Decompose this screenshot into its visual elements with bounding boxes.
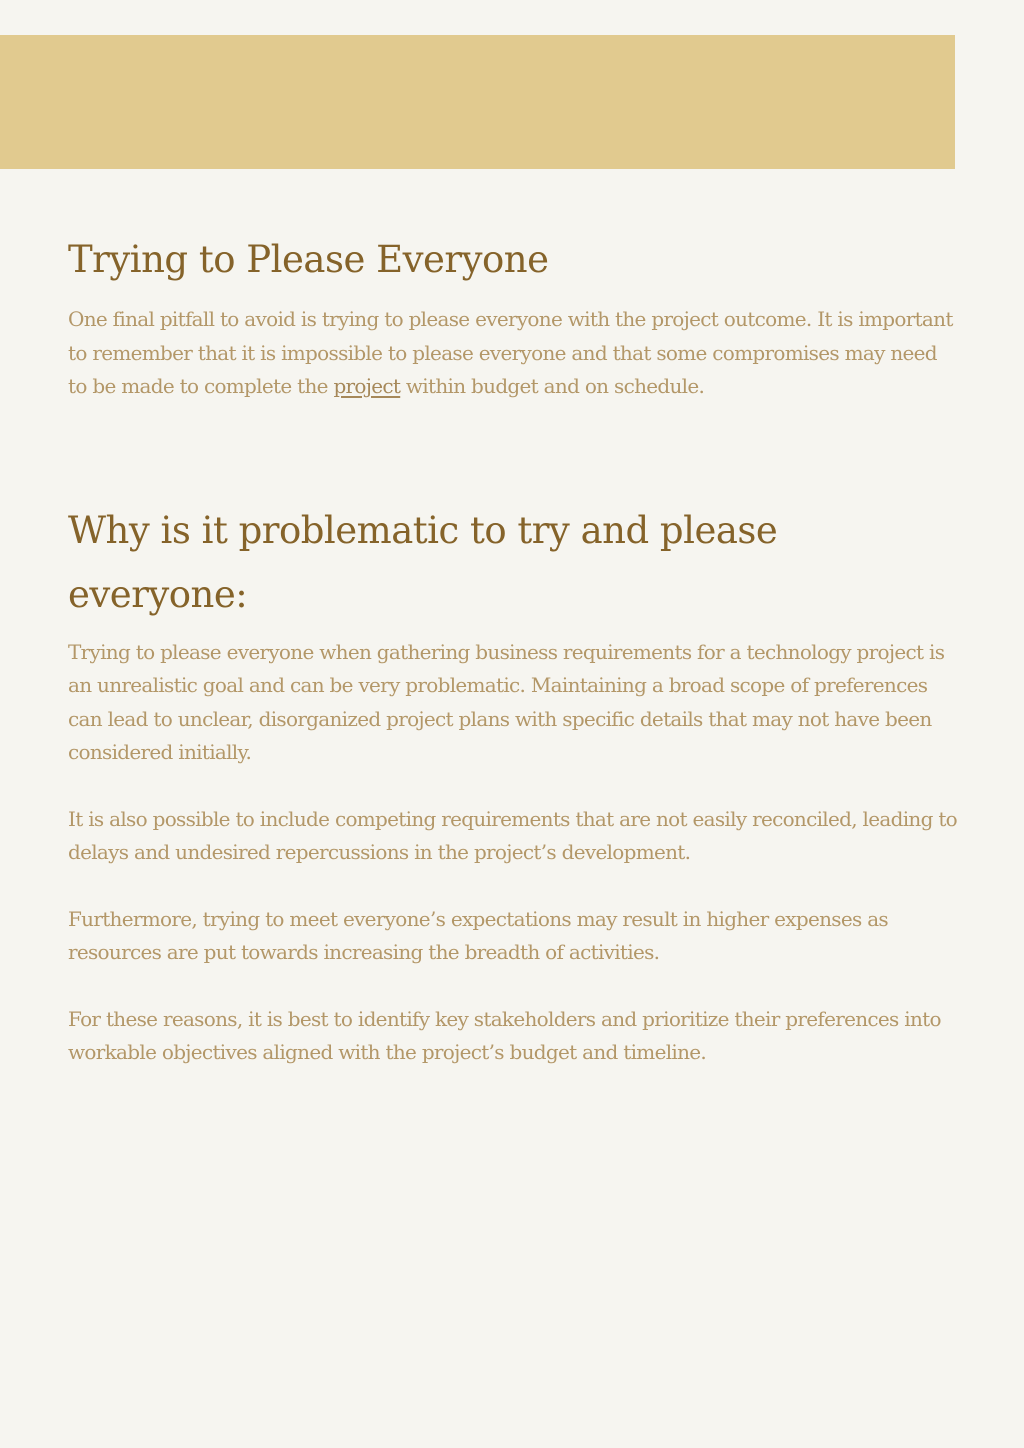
section-heading-trying-to-please: Trying to Please Everyone bbox=[68, 238, 549, 281]
intro-text-end: within budget and on schedule. bbox=[400, 374, 705, 398]
project-link[interactable]: project bbox=[333, 374, 401, 398]
body-paragraph: It is also possible to include competing requirements that are not easily reconciled, leading to delays and undesired repercussions in the project’s development. bbox=[68, 806, 958, 864]
body-paragraph: For these reasons, it is best to identify key stakeholders and prioritize their preferences into workable objectives aligned with the project’s budget and timeline. bbox=[68, 1006, 941, 1064]
body-paragraph: Trying to please everyone when gathering business requirements for a technology project is an unrealistic goal and can be very problematic. Maintaining a broad scope of preferences can lead to unclear, disorganized project plans with specific details that may not have been considered initially. bbox=[68, 639, 945, 764]
intro-paragraph bbox=[68, 303, 958, 404]
header-banner bbox=[0, 35, 955, 169]
intro-text-start: One final pitfall to avoid is trying to please everyone with the project outcome. It is important to remember that it is impossible to please everyone and that some compromises may need to be made to complete the bbox=[68, 307, 953, 398]
section-heading-why-problematic: Why is it problematic to try and please everyone: bbox=[68, 508, 778, 616]
body-paragraph: Furthermore, trying to meet everyone’s expectations may result in higher expenses as resources are put towards increasing the breadth of activities. bbox=[68, 906, 888, 964]
article-content bbox=[68, 228, 958, 1070]
